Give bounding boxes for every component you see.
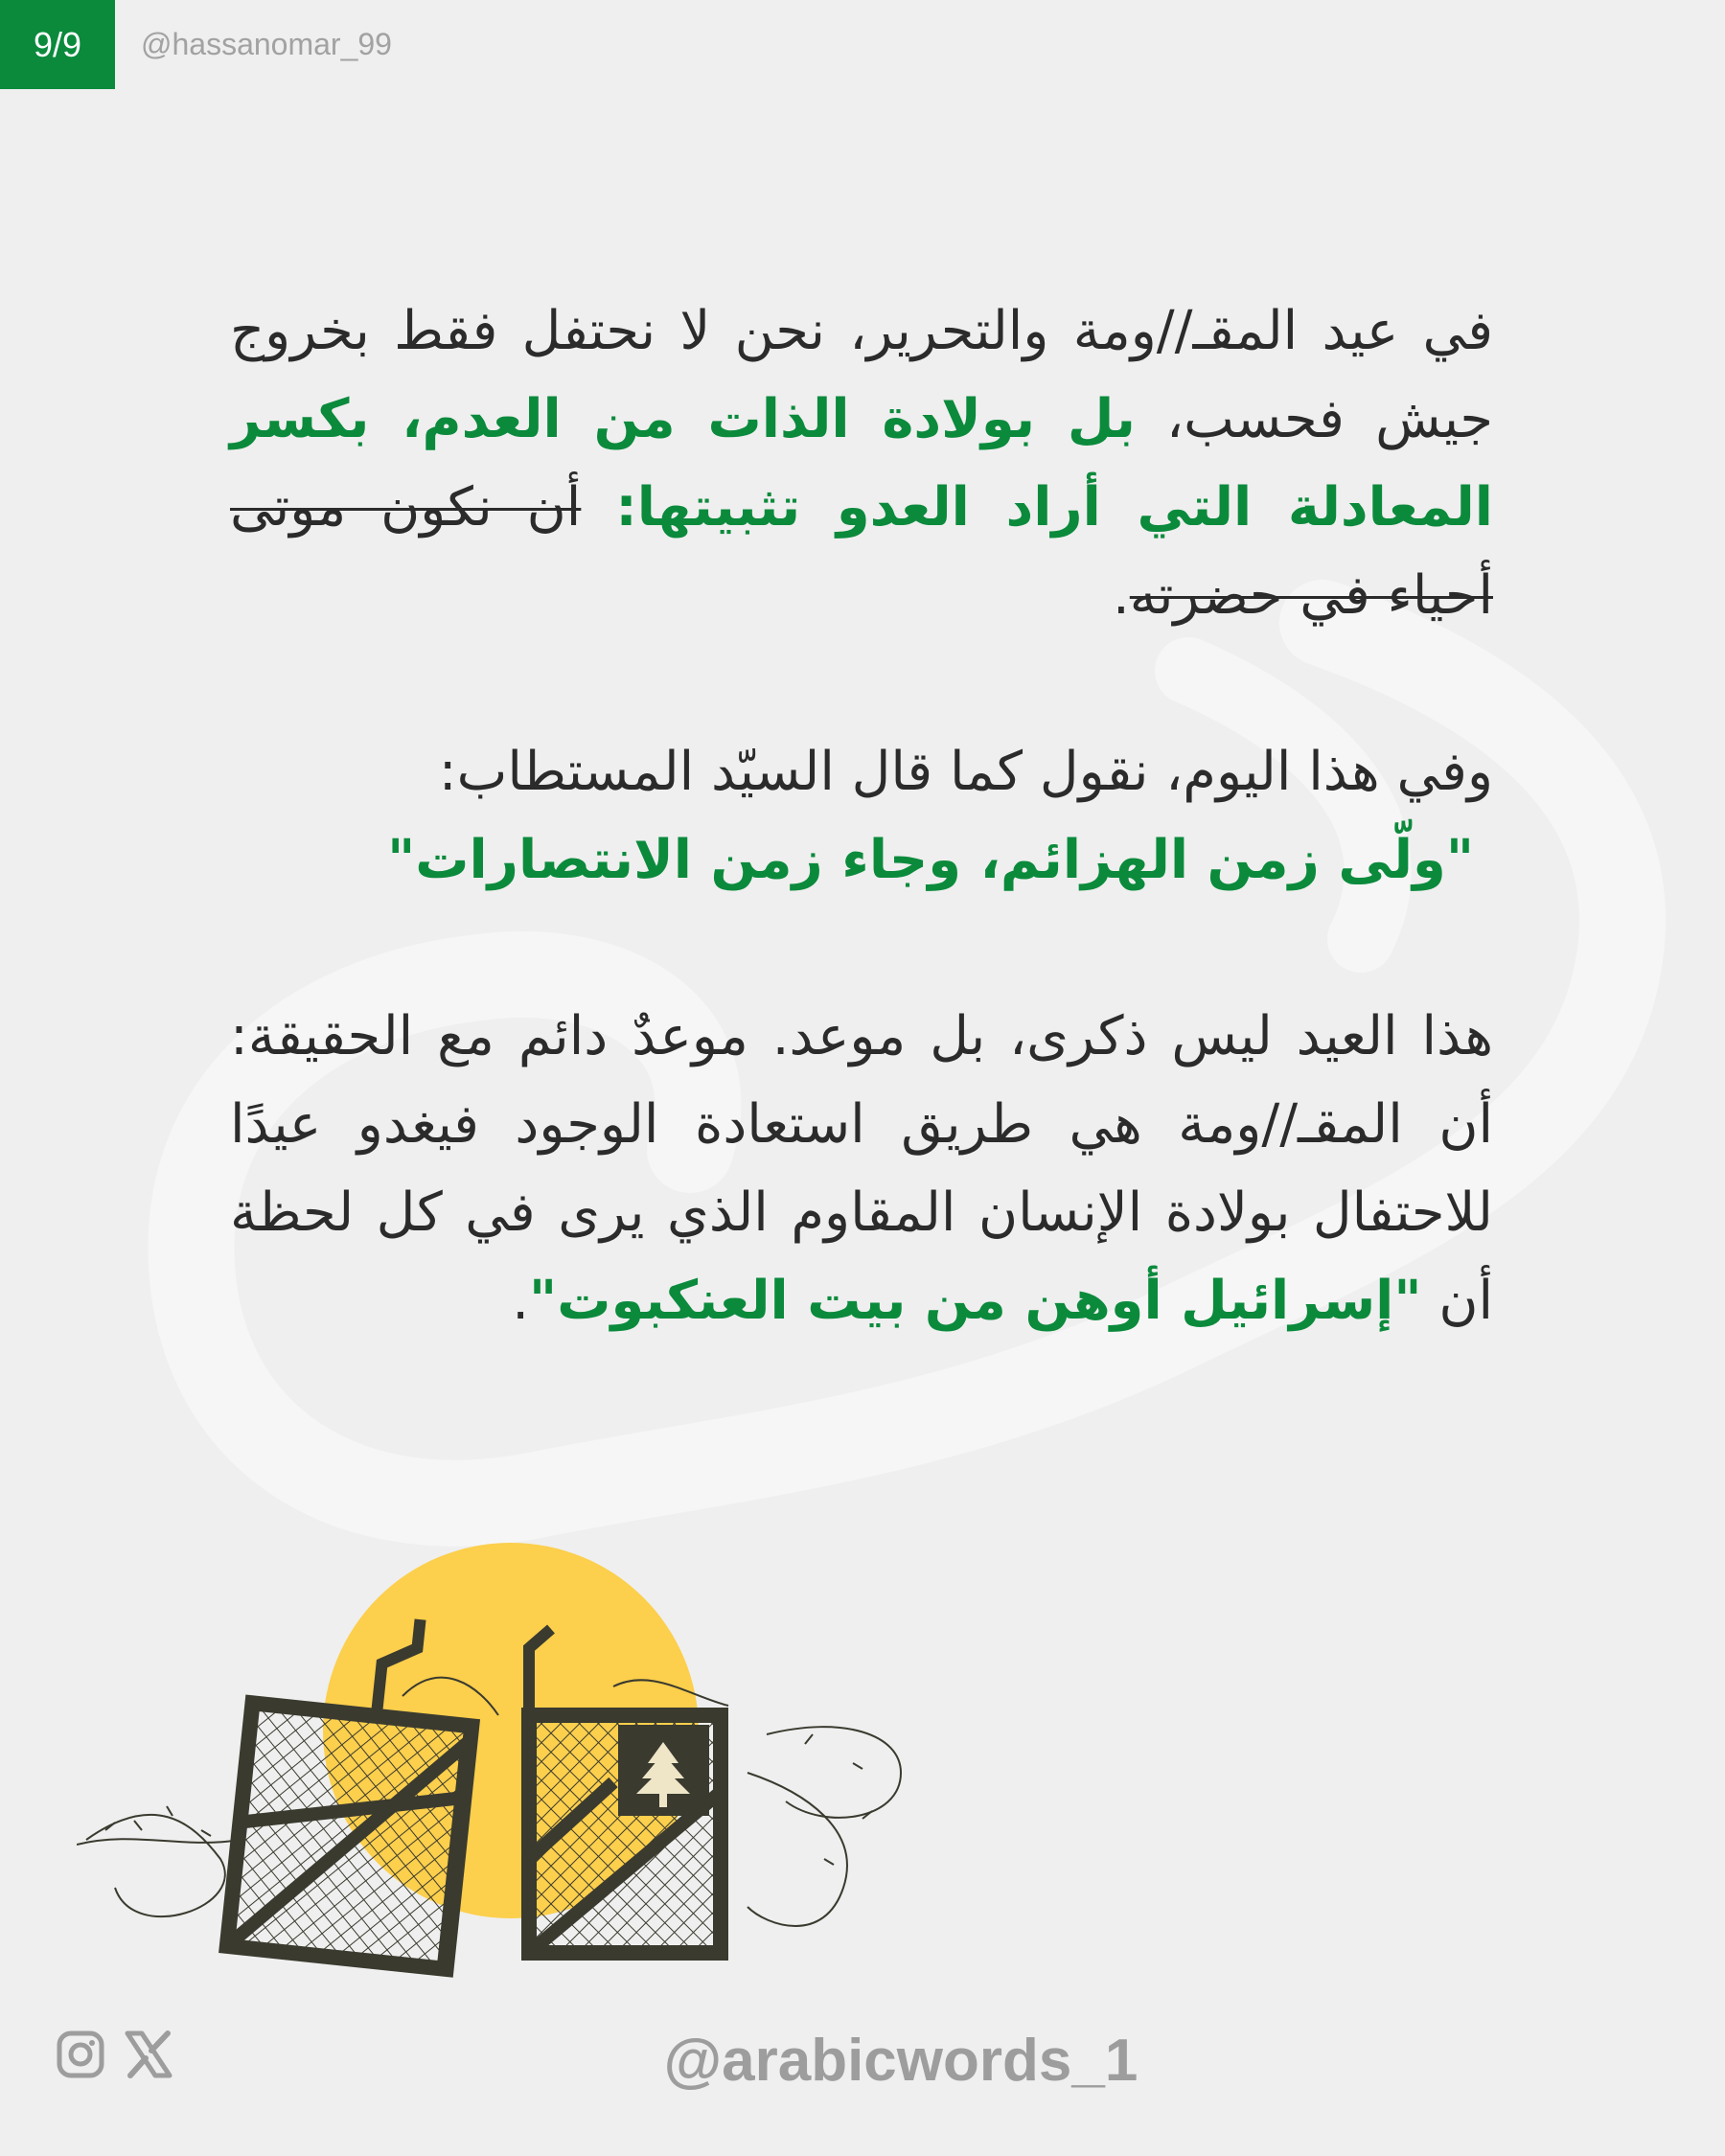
paragraph-intro (230, 287, 1493, 640)
broken-gate-illustration (77, 1543, 920, 1993)
main-text (230, 287, 1493, 1345)
paragraph-3-period: . (512, 1270, 530, 1332)
paragraph-2-quote: "ولّى زمن الهزائم، وجاء زمن الانتصارات" (387, 829, 1474, 891)
brand-handle: @arabicwords_1 (663, 2028, 1138, 2094)
spacer (230, 905, 1493, 993)
paragraph-1-period: . (1112, 564, 1130, 627)
author-handle: @hassanomar_99 (141, 27, 392, 61)
page-indicator-badge: 9/9 (0, 0, 115, 89)
paragraph-closing (230, 993, 1493, 1345)
paragraph-1-text: في عيد المقـ//ومة والتحرير، نحن لا نحتفل فقط بخروج جيش فحسب، (230, 300, 1493, 450)
paragraph-1-highlight: بل بولادة الذات من العدم، بكسر المعادلة التي أراد العدو تثبيتها: (230, 388, 1494, 539)
paragraph-3-text: هذا العيد ليس ذكرى، بل موعد. موعدٌ دائم مع الحقيقة: أن المقـ//ومة هي طريق استعادة الوجود فيغدو عيدًا للاحتفال بولادة الإنسان المقاوم الذي يرى في كل لحظة أن (230, 1005, 1493, 1332)
paragraph-3-quote: "إسرائيل أوهن من بيت العنكبوت" (529, 1270, 1422, 1332)
paragraph-1-struck-text: أن نكون موتى أحياء في حضرته (230, 476, 1493, 627)
paragraph-2-text: وفي هذا اليوم، نقول كما قال السيّد المستطاب: (438, 741, 1493, 803)
spacer (230, 640, 1493, 728)
paragraph-quote-intro (230, 728, 1493, 816)
